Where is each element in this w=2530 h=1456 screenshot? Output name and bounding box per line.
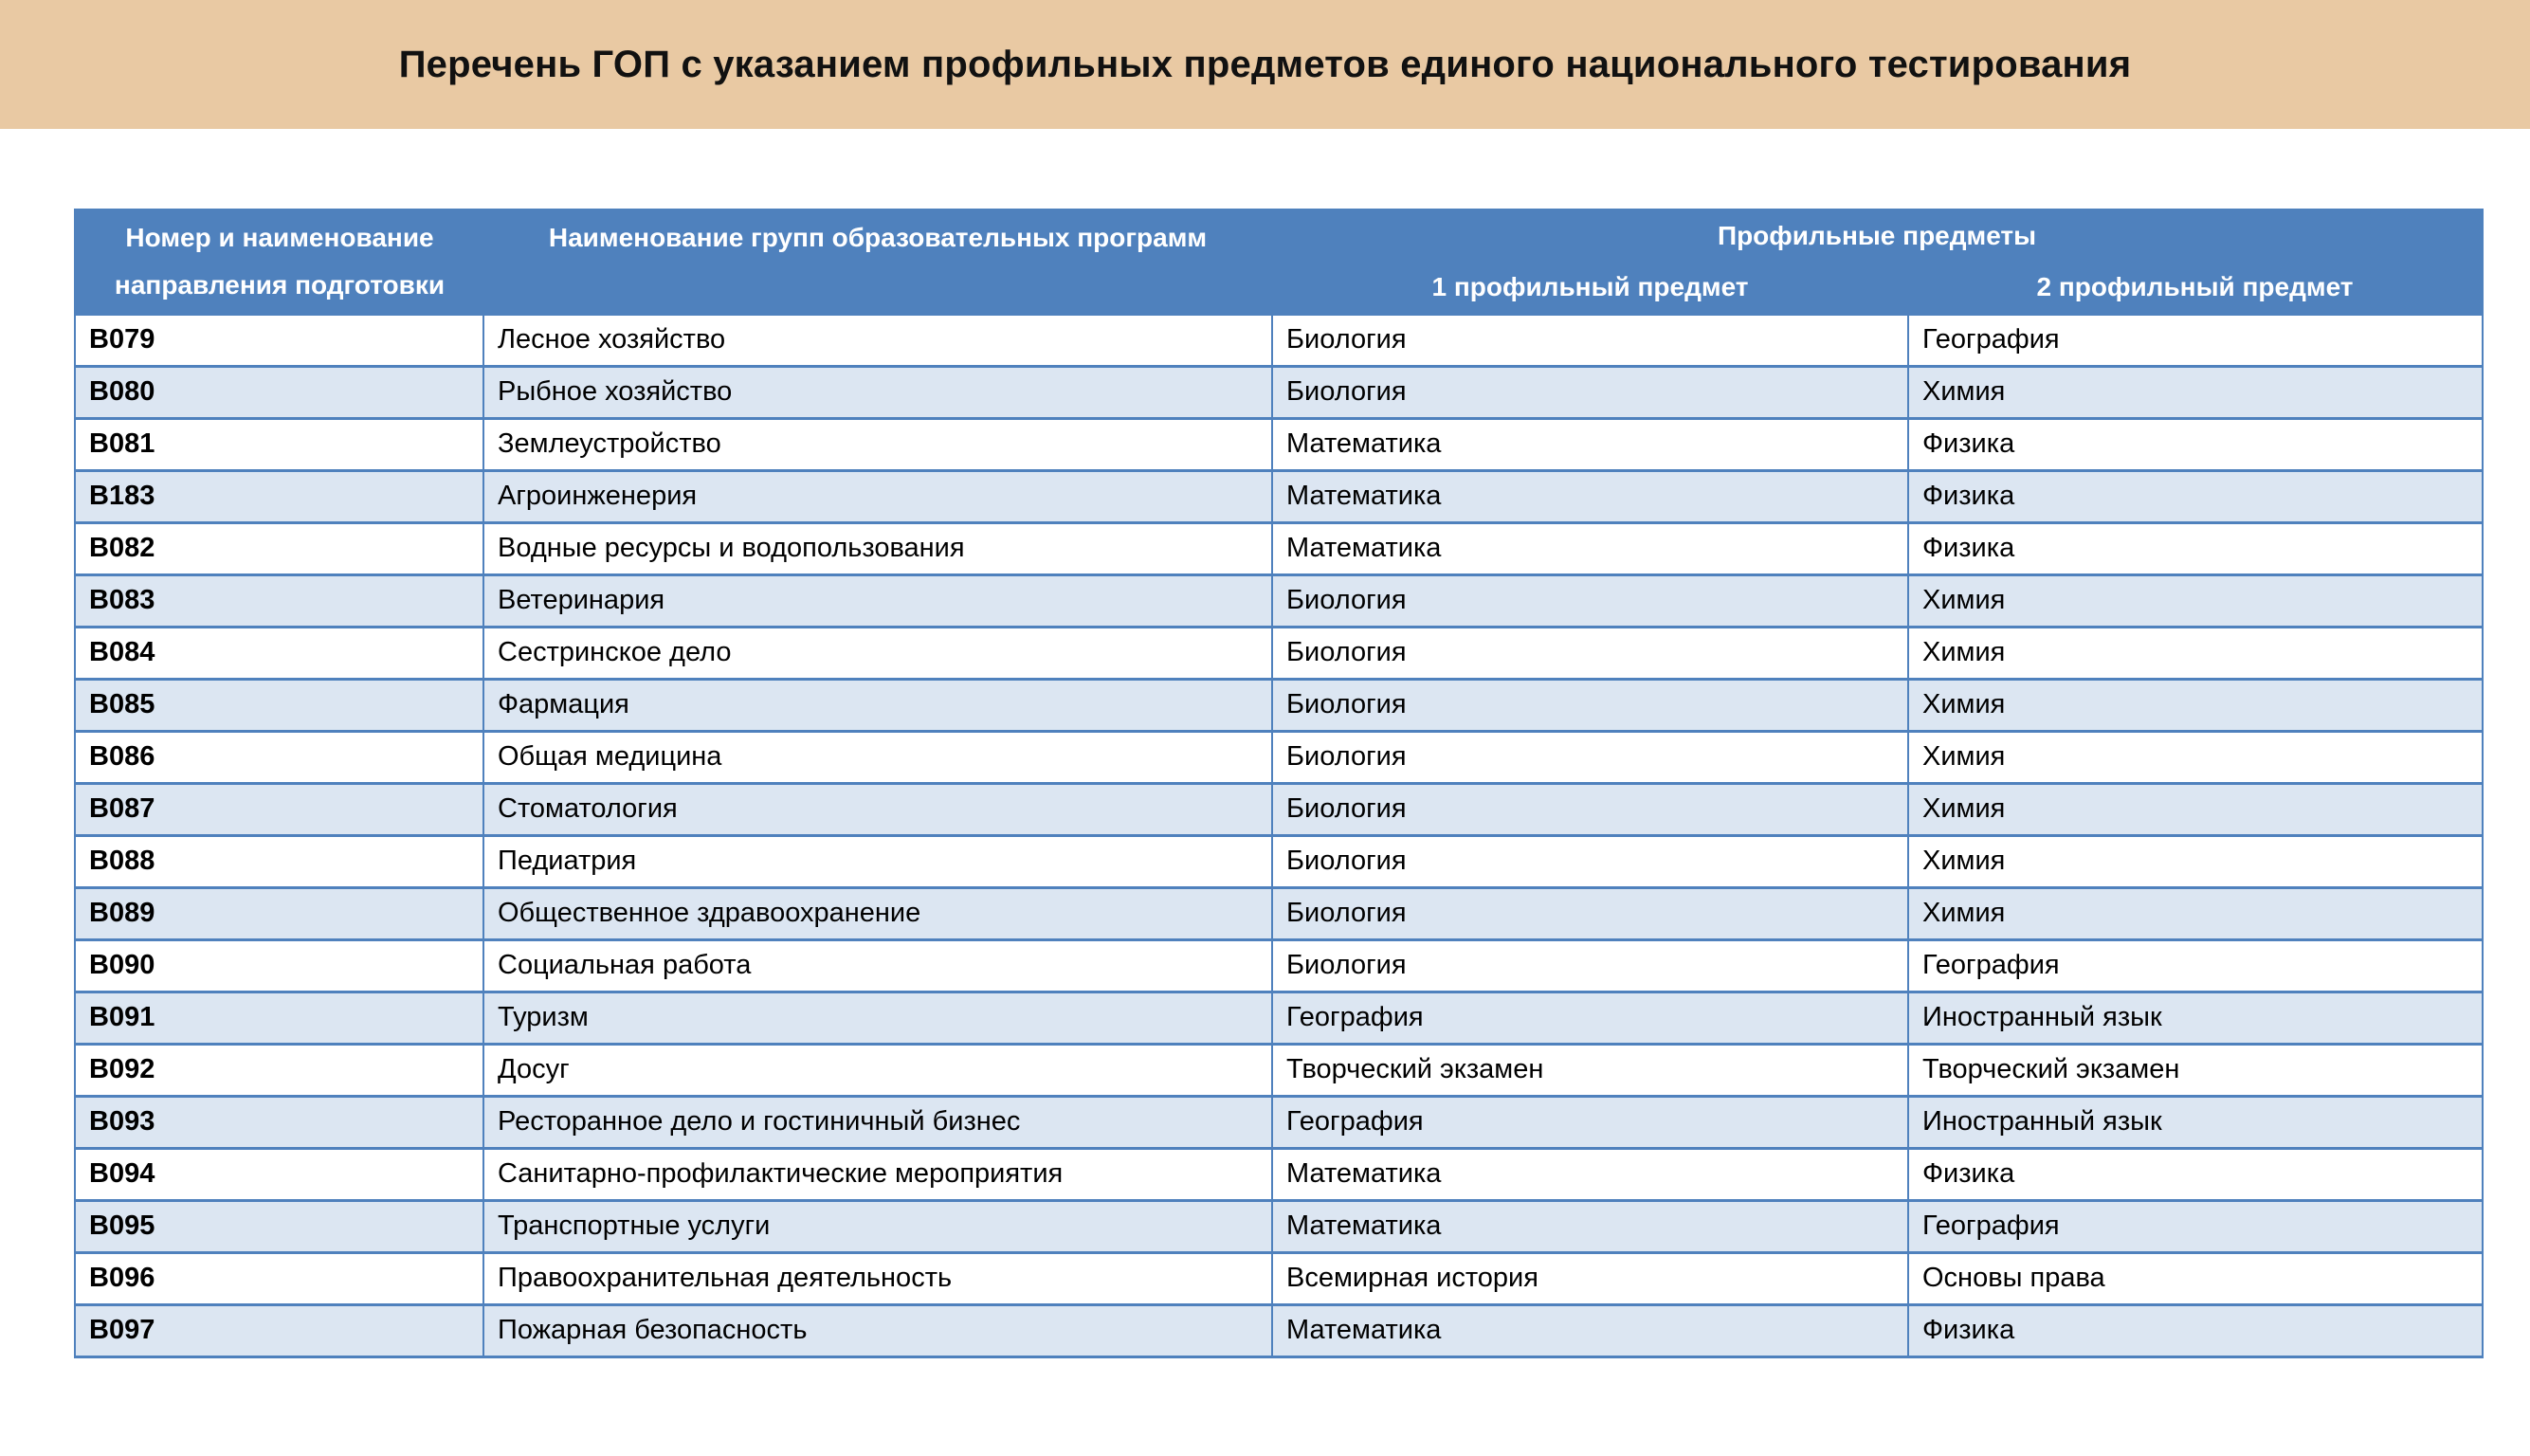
cell-subject-2: Физика xyxy=(1908,522,2483,574)
table-row xyxy=(75,627,2483,679)
header-direction-number xyxy=(75,209,483,314)
cell-subject-1: Творческий экзамен xyxy=(1272,1044,1908,1096)
cell-subject-2: Химия xyxy=(1908,627,2483,679)
cell-subject-1: Биология xyxy=(1272,887,1908,939)
cell-subject-1: Биология xyxy=(1272,366,1908,418)
cell-subject-1: Математика xyxy=(1272,470,1908,522)
table-row xyxy=(75,1044,2483,1096)
table-row xyxy=(75,1148,2483,1200)
cell-program-name: Санитарно-профилактические мероприятия xyxy=(483,1148,1272,1200)
cell-subject-2: Иностранный язык xyxy=(1908,1096,2483,1148)
cell-code: B096 xyxy=(75,1252,483,1304)
cell-subject-1: География xyxy=(1272,1096,1908,1148)
cell-code: B086 xyxy=(75,731,483,783)
cell-subject-1: Математика xyxy=(1272,1304,1908,1356)
cell-program-name: Агроинженерия xyxy=(483,470,1272,522)
cell-code: B097 xyxy=(75,1304,483,1356)
table-row xyxy=(75,574,2483,627)
table-row xyxy=(75,366,2483,418)
cell-subject-1: Математика xyxy=(1272,418,1908,470)
header-direction-number-line2: направления подготовки xyxy=(114,269,446,300)
table-row xyxy=(75,679,2483,731)
cell-subject-1: Биология xyxy=(1272,627,1908,679)
cell-code: B090 xyxy=(75,939,483,992)
cell-program-name: Пожарная безопасность xyxy=(483,1304,1272,1356)
cell-program-name: Общая медицина xyxy=(483,731,1272,783)
cell-subject-2: Физика xyxy=(1908,1148,2483,1200)
cell-subject-1: Биология xyxy=(1272,314,1908,366)
cell-code: B095 xyxy=(75,1200,483,1252)
cell-subject-2: География xyxy=(1908,939,2483,992)
header-profile-subjects-group: Профильные предметы xyxy=(1272,209,2483,262)
table-row xyxy=(75,1252,2483,1304)
cell-code: B085 xyxy=(75,679,483,731)
cell-subject-2: Физика xyxy=(1908,470,2483,522)
cell-program-name: Лесное хозяйство xyxy=(483,314,1272,366)
table-row xyxy=(75,1200,2483,1252)
table-row xyxy=(75,314,2483,366)
cell-subject-1: Математика xyxy=(1272,522,1908,574)
cell-code: B082 xyxy=(75,522,483,574)
cell-code: B081 xyxy=(75,418,483,470)
cell-subject-2: Химия xyxy=(1908,835,2483,887)
table-row xyxy=(75,731,2483,783)
cell-subject-2: Иностранный язык xyxy=(1908,992,2483,1044)
cell-subject-2: Химия xyxy=(1908,679,2483,731)
cell-subject-2: Химия xyxy=(1908,574,2483,627)
cell-subject-2: Химия xyxy=(1908,783,2483,835)
cell-subject-1: Биология xyxy=(1272,574,1908,627)
cell-program-name: Фармация xyxy=(483,679,1272,731)
table-row xyxy=(75,783,2483,835)
cell-program-name: Досуг xyxy=(483,1044,1272,1096)
cell-program-name: Рыбное хозяйство xyxy=(483,366,1272,418)
cell-code: B084 xyxy=(75,627,483,679)
cell-code: B079 xyxy=(75,314,483,366)
title-banner xyxy=(0,0,2530,129)
cell-subject-2: Химия xyxy=(1908,366,2483,418)
cell-program-name: Правоохранительная деятельность xyxy=(483,1252,1272,1304)
cell-subject-1: Биология xyxy=(1272,939,1908,992)
header-profile-subject-1: 1 профильный предмет xyxy=(1272,262,1908,314)
header-profile-subject-2: 2 профильный предмет xyxy=(1908,262,2483,314)
table-row xyxy=(75,992,2483,1044)
cell-program-name: Общественное здравоохранение xyxy=(483,887,1272,939)
cell-subject-1: Биология xyxy=(1272,783,1908,835)
cell-code: B080 xyxy=(75,366,483,418)
table-row xyxy=(75,887,2483,939)
table-row xyxy=(75,1096,2483,1148)
cell-program-name: Сестринское дело xyxy=(483,627,1272,679)
cell-code: B091 xyxy=(75,992,483,1044)
page-title: Перечень ГОП с указанием профильных предметов единого национального тестирования xyxy=(398,43,2132,85)
header-row-1 xyxy=(75,209,2483,262)
table-row xyxy=(75,1304,2483,1356)
cell-subject-2: Творческий экзамен xyxy=(1908,1044,2483,1096)
table-row xyxy=(75,522,2483,574)
cell-subject-1: Всемирная история xyxy=(1272,1252,1908,1304)
cell-subject-1: Математика xyxy=(1272,1148,1908,1200)
cell-subject-2: География xyxy=(1908,1200,2483,1252)
cell-code: B183 xyxy=(75,470,483,522)
cell-subject-2: Физика xyxy=(1908,418,2483,470)
cell-subject-1: География xyxy=(1272,992,1908,1044)
cell-program-name: Педиатрия xyxy=(483,835,1272,887)
header-program-groups: Наименование групп образовательных программ xyxy=(483,209,1272,314)
cell-program-name: Ресторанное дело и гостиничный бизнес xyxy=(483,1096,1272,1148)
cell-subject-2: Химия xyxy=(1908,731,2483,783)
cell-code: B092 xyxy=(75,1044,483,1096)
table-body xyxy=(75,314,2483,1356)
cell-subject-1: Математика xyxy=(1272,1200,1908,1252)
cell-program-name: Ветеринария xyxy=(483,574,1272,627)
cell-code: B087 xyxy=(75,783,483,835)
cell-code: B093 xyxy=(75,1096,483,1148)
gop-subjects-table xyxy=(74,209,2484,1358)
cell-program-name: Туризм xyxy=(483,992,1272,1044)
cell-subject-1: Биология xyxy=(1272,835,1908,887)
cell-program-name: Транспортные услуги xyxy=(483,1200,1272,1252)
cell-subject-2: География xyxy=(1908,314,2483,366)
cell-subject-1: Биология xyxy=(1272,731,1908,783)
cell-code: B083 xyxy=(75,574,483,627)
cell-subject-2: Физика xyxy=(1908,1304,2483,1356)
cell-subject-2: Химия xyxy=(1908,887,2483,939)
header-direction-number-line1: Номер и наименование xyxy=(125,222,434,252)
cell-program-name: Землеустройство xyxy=(483,418,1272,470)
cell-program-name: Социальная работа xyxy=(483,939,1272,992)
table-header xyxy=(75,209,2483,314)
cell-code: B088 xyxy=(75,835,483,887)
cell-program-name: Стоматология xyxy=(483,783,1272,835)
table-row xyxy=(75,470,2483,522)
cell-code: B089 xyxy=(75,887,483,939)
table-row xyxy=(75,418,2483,470)
cell-code: B094 xyxy=(75,1148,483,1200)
cell-program-name: Водные ресурсы и водопользования xyxy=(483,522,1272,574)
table-row xyxy=(75,939,2483,992)
table-row xyxy=(75,835,2483,887)
cell-subject-2: Основы права xyxy=(1908,1252,2483,1304)
cell-subject-1: Биология xyxy=(1272,679,1908,731)
